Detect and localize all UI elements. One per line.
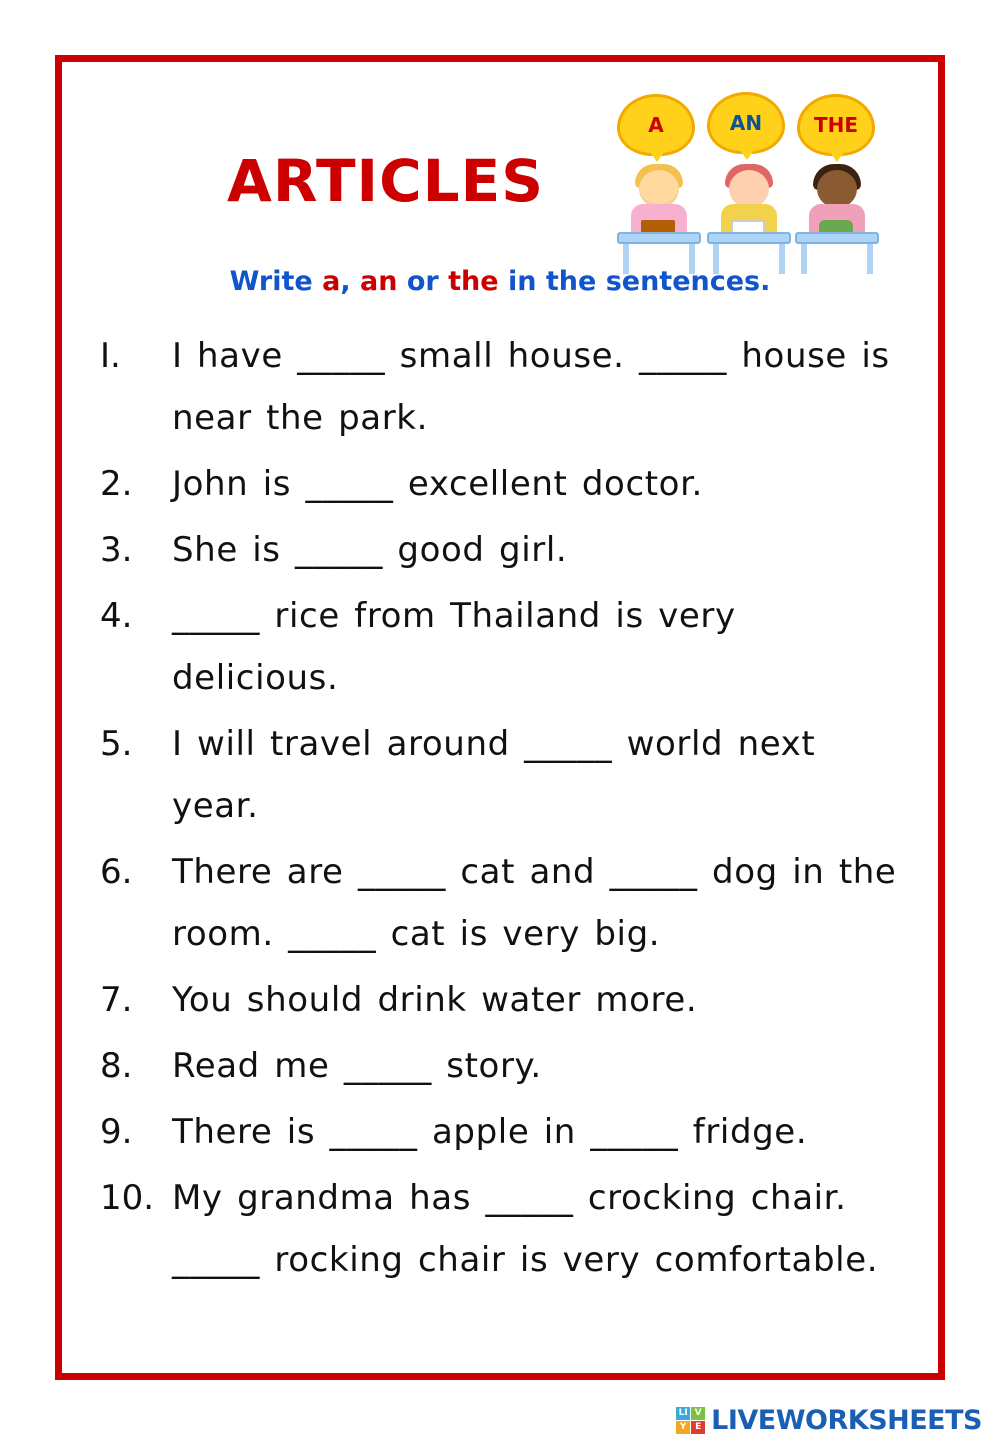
- question-row: [100, 519, 908, 581]
- question-row: [100, 1035, 908, 1097]
- bubble-label-the: THE: [813, 113, 859, 137]
- instruction-article-a: a: [322, 266, 341, 297]
- articles-clipart: [617, 92, 877, 287]
- question-row: [100, 713, 908, 837]
- question-number: 2.: [100, 464, 133, 504]
- logo-tile-v: V: [691, 1407, 705, 1420]
- kid-reading-book-icon: [617, 170, 701, 280]
- question-number: 10.: [100, 1178, 155, 1218]
- questions-list: [62, 325, 938, 1291]
- liveworksheets-logo-icon: [676, 1407, 705, 1434]
- question-text[interactable]: I will travel around _____ world next year.: [172, 724, 816, 826]
- kid-with-apple-icon: [795, 170, 879, 280]
- instruction-comma: ,: [340, 266, 360, 297]
- question-text[interactable]: I have _____ small house. _____ house is near the park.: [172, 336, 890, 438]
- kid-with-paper-icon: [707, 170, 791, 280]
- bubble-label-a: A: [648, 113, 664, 137]
- desk-shape: [707, 232, 791, 244]
- desk-shape: [617, 232, 701, 244]
- speech-bubble-the: [797, 94, 875, 156]
- desk-legs: [713, 244, 785, 274]
- question-row: [100, 325, 908, 449]
- page-title: ARTICLES: [227, 147, 545, 215]
- question-row: [100, 841, 908, 965]
- question-row: [100, 585, 908, 709]
- question-text[interactable]: My grandma has _____ crocking chair. _____ rocking chair is very comfortable.: [172, 1178, 879, 1280]
- question-row: [100, 1101, 908, 1163]
- head-shape: [639, 170, 679, 208]
- question-text[interactable]: There is _____ apple in _____ fridge.: [172, 1112, 808, 1152]
- question-number: I.: [100, 336, 121, 376]
- question-text[interactable]: Read me _____ story.: [172, 1046, 542, 1086]
- question-text[interactable]: There are _____ cat and _____ dog in the room. _____ cat is very big.: [172, 852, 897, 954]
- worksheet-page: [55, 55, 945, 1380]
- worksheet-header: [62, 62, 938, 262]
- question-number: 4.: [100, 596, 133, 636]
- logo-tile-e: E: [691, 1421, 705, 1434]
- instruction-article-the: the: [448, 266, 499, 297]
- instruction-or: or: [397, 266, 449, 297]
- liveworksheets-brand-text: LIVEWORKSHEETS: [711, 1405, 982, 1436]
- instruction-part2: in the sentences.: [498, 266, 771, 297]
- question-number: 8.: [100, 1046, 133, 1086]
- question-text[interactable]: She is _____ good girl.: [172, 530, 568, 570]
- desk-legs: [801, 244, 873, 274]
- instruction-article-an: an: [360, 266, 398, 297]
- desk-shape: [795, 232, 879, 244]
- question-text[interactable]: You should drink water more.: [172, 980, 698, 1020]
- desk-legs: [623, 244, 695, 274]
- speech-bubble-a: [617, 94, 695, 156]
- liveworksheets-footer[interactable]: [676, 1405, 982, 1436]
- question-row: [100, 969, 908, 1031]
- bubble-label-an: AN: [729, 111, 763, 135]
- question-row: [100, 453, 908, 515]
- question-row: [100, 1167, 908, 1291]
- question-text[interactable]: John is _____ excellent doctor.: [172, 464, 703, 504]
- question-text[interactable]: _____ rice from Thailand is very delicious.: [172, 596, 736, 698]
- head-shape: [729, 170, 769, 208]
- question-number: 7.: [100, 980, 133, 1020]
- question-number: 9.: [100, 1112, 133, 1152]
- logo-tile-li: LI: [676, 1407, 690, 1420]
- question-number: 5.: [100, 724, 133, 764]
- head-shape: [817, 170, 857, 208]
- instruction-part1: Write: [229, 266, 323, 297]
- question-number: 3.: [100, 530, 133, 570]
- question-number: 6.: [100, 852, 133, 892]
- speech-bubble-an: [707, 92, 785, 154]
- logo-tile-y: Y: [676, 1421, 690, 1434]
